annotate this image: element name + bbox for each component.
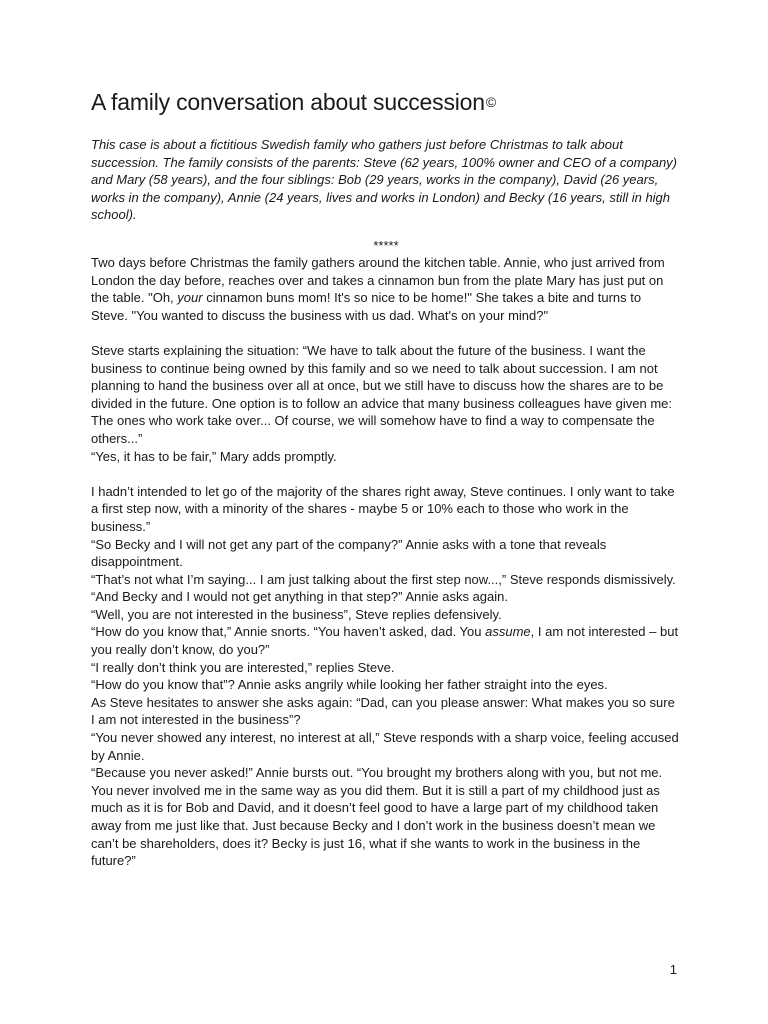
paragraph-9 [91, 623, 681, 658]
paragraph-12: As Steve hesitates to answer she asks again: “Dad, can you please answer: What makes you so sure I am not interested in the business”? [91, 694, 675, 728]
paragraph-gap [91, 324, 681, 342]
document-title [91, 86, 681, 118]
document-page [91, 86, 681, 870]
paragraph-10: “I really don’t think you are interested,” replies Steve. [91, 659, 395, 675]
intro-paragraph: This case is about a fictitious Swedish family who gathers just before Christmas to talk about succession. The family consists of the parents: Steve (62 years, 100% owner and CEO of a company) and Mary (58 years), and the four siblings: Bob (29 years, works in the company), David (26 years, works in the company), Annie (24 years, lives and works in London) and Becky (16 years, still in high school). [91, 137, 678, 222]
title-text: A family conversation about succession [91, 89, 485, 115]
paragraph-7: “And Becky and I would not get anything in that step?” Annie asks again. [91, 589, 508, 605]
paragraph-2: Steve starts explaining the situation: “We have to talk about the future of the business. I want the business to continue being owned by this family and so we need to talk about succession. I am not planning to hand the business over all at once, but we still have to discuss how the shares are to be divided in the future. One option is to follow an advice that many business colleagues have given me: The ones who work take over... Of course, we will somehow have to find a way to compensate the others...” [91, 342, 673, 446]
paragraph-9-text-b: , I am not interested – but you really don’t know, do you?” [91, 624, 679, 658]
paragraph-14: “Because you never asked!” Annie bursts out. “You brought my brothers along with you, but not me. You never involved me in the same way as you did them. But it is still a part of my childhood just as much as it is for Bob and David, and it doesn’t feel good to have a large part of my childhood taken away from me just like that. Just because Becky and I don’t work in the business doesn’t mean we can’t be shareholders, does it? Becky is just 16, what if she wants to work in the business in the future?” [91, 765, 663, 869]
section-separator: ***** [373, 237, 399, 253]
paragraph-13: “You never showed any interest, no interest at all,” Steve responds with a sharp voice, feeling accused by Annie. [91, 730, 679, 763]
paragraph-1-text-b: cinnamon buns mom! It's so nice to be home!" She takes a bite and turns to Steve. "You wanted to discuss the business with us dad. What's on your mind?" [91, 290, 642, 323]
paragraph-9-text-a: “How do you know that,” Annie snorts. “You haven’t asked, dad. You [91, 624, 486, 640]
page-number: 1 [669, 962, 677, 977]
paragraph-8: “Well, you are not interested in the business”, Steve replies defensively. [91, 606, 502, 622]
paragraph-1-text-a: Two days before Christmas the family gathers around the kitchen table. Annie, who just arrived from London the day before, reaches over and takes a cinnamon bun from the plate Mary has just put on the table. "Oh, [91, 255, 665, 306]
paragraph-11: “How do you know that”? Annie asks angrily while looking her father straight into the eyes. [91, 677, 608, 693]
paragraph-gap [91, 465, 681, 483]
paragraph-5: “So Becky and I will not get any part of the company?” Annie asks with a tone that reveals disappointment. [91, 536, 607, 570]
paragraph-1-emphasis: your [177, 290, 203, 306]
copyright-symbol: © [485, 94, 496, 110]
paragraph-9-emphasis: assume [485, 624, 531, 640]
paragraph-4: I hadn’t intended to let go of the majority of the shares right away, Steve continues. I only want to take a first step now, with a minority of the shares - maybe 5 or 10% each to those who work in the business.” [91, 483, 675, 534]
paragraph-6: “That’s not what I’m saying... I am just talking about the first step now...,” Steve responds dismissively. [91, 571, 676, 587]
paragraph-1 [91, 254, 681, 324]
paragraph-3: “Yes, it has to be fair,” Mary adds promptly. [91, 448, 337, 464]
